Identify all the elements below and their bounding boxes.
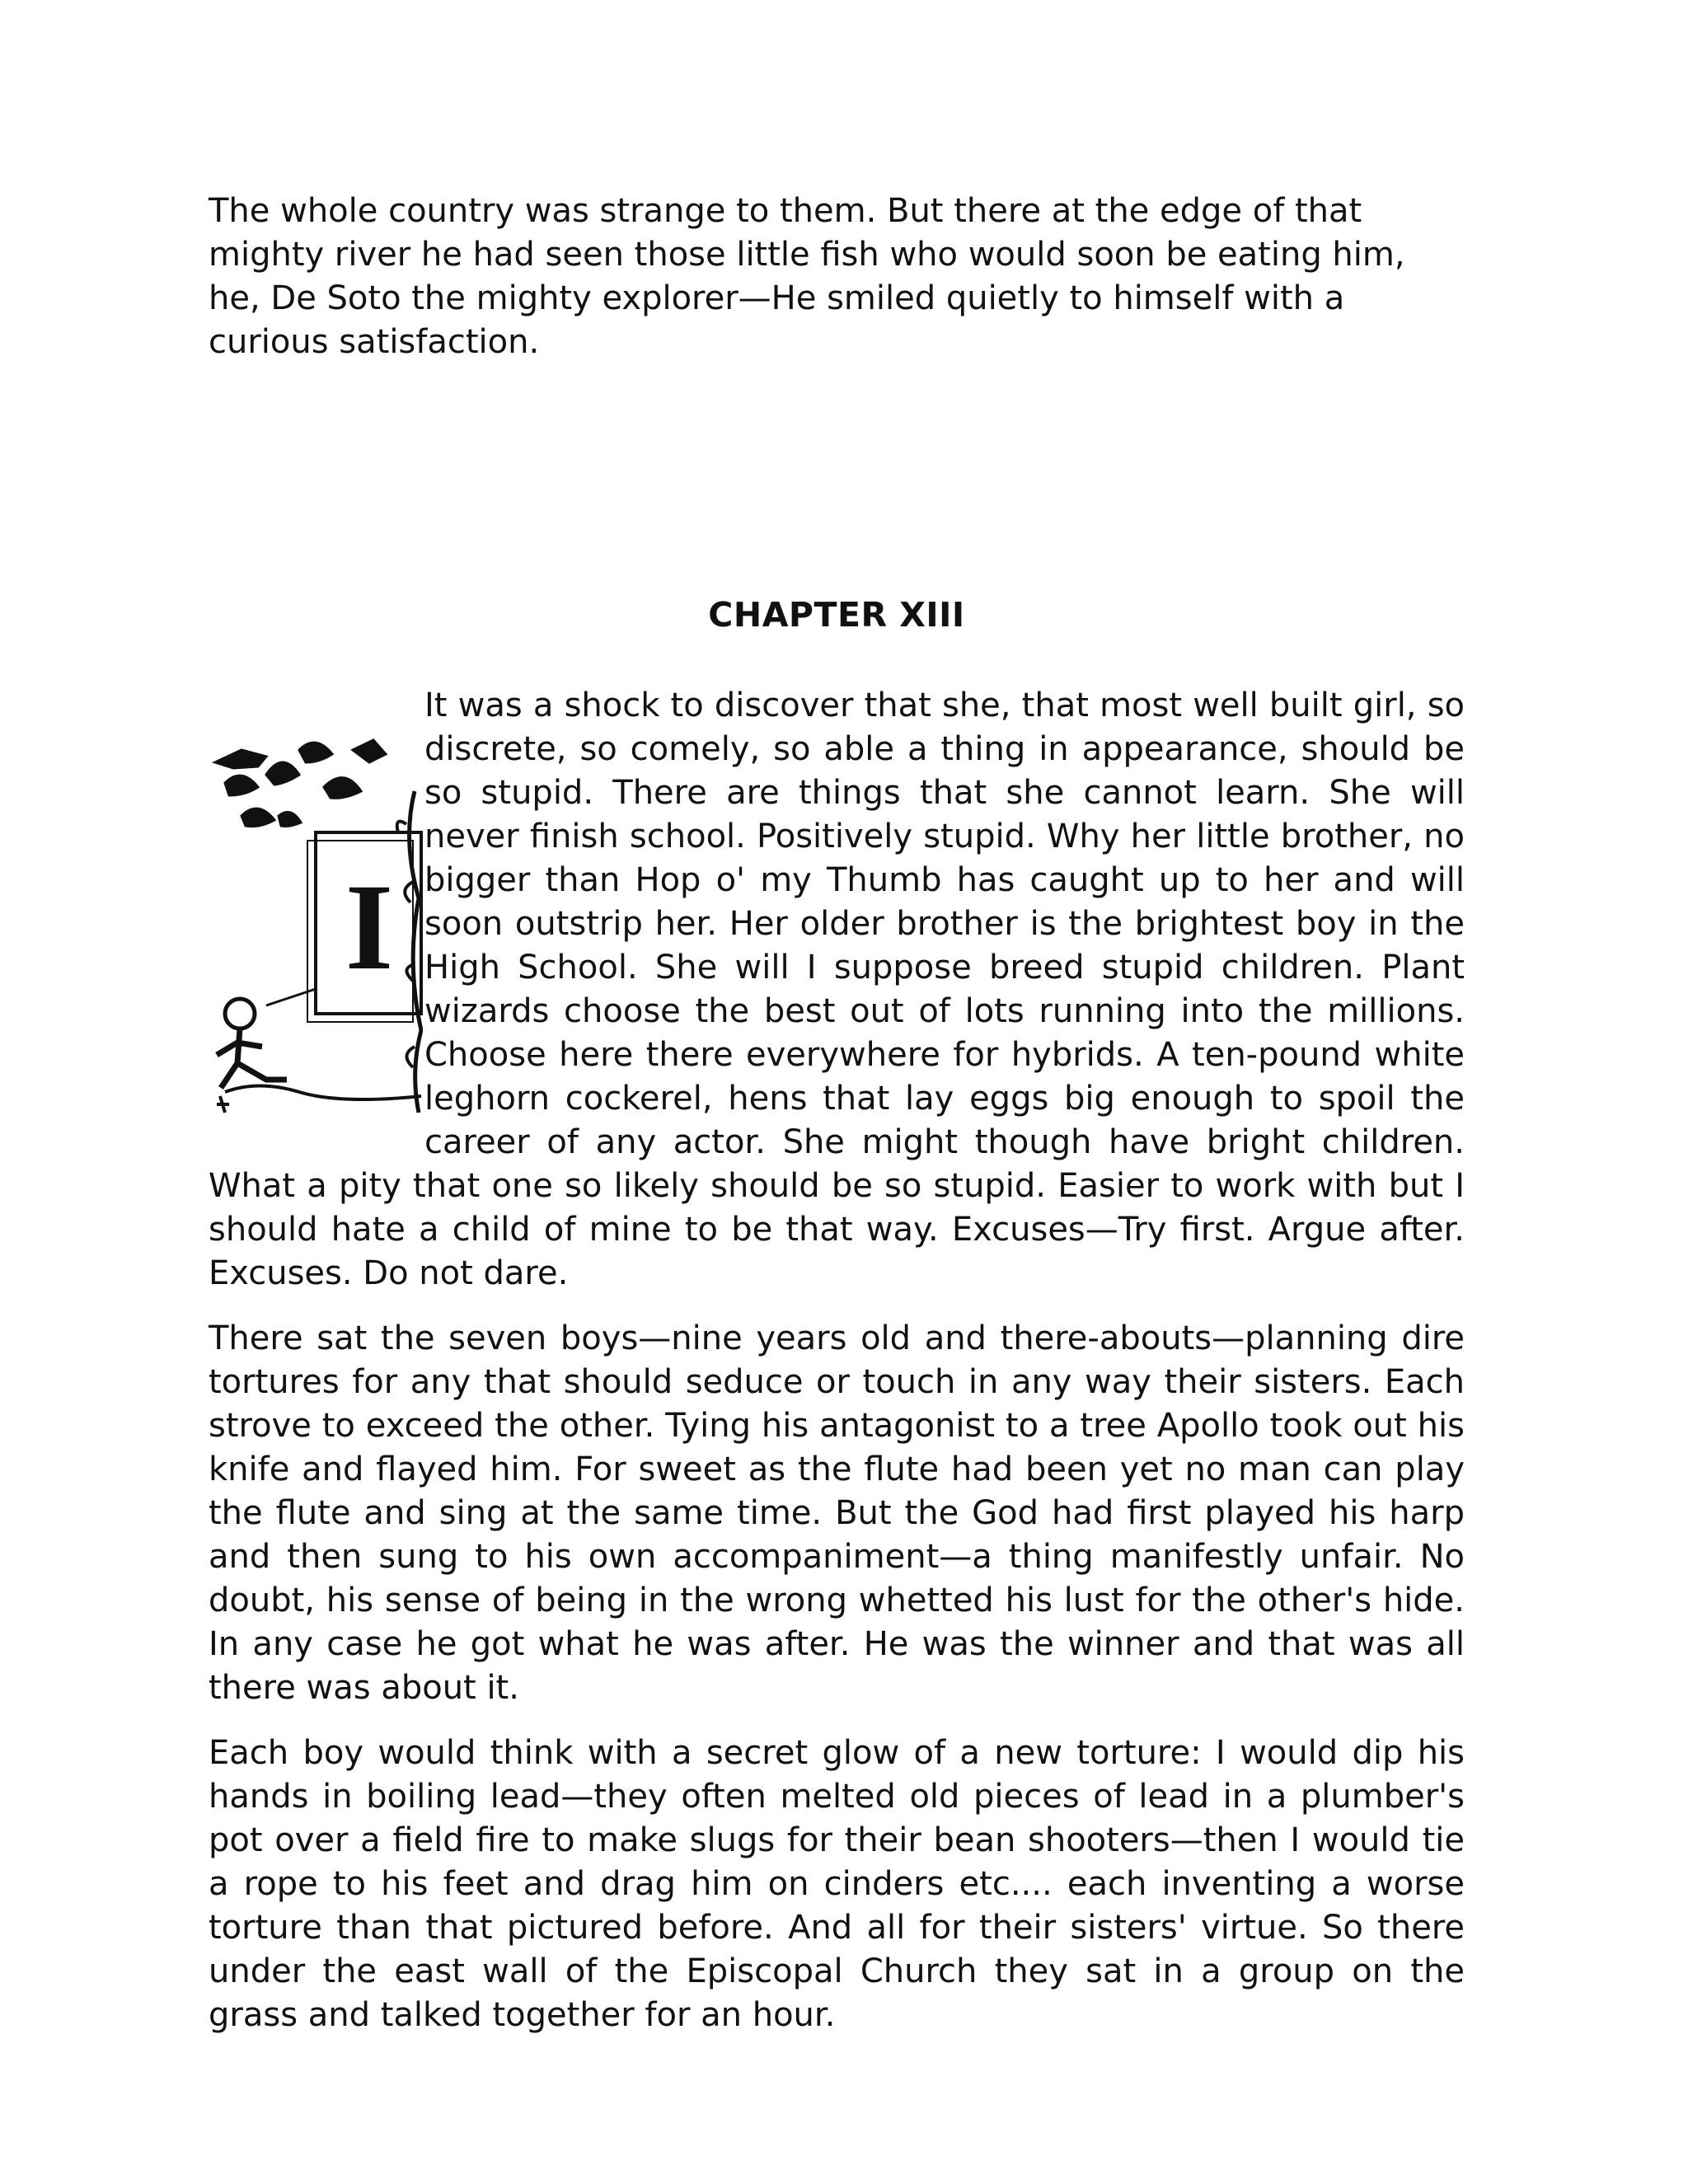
paragraph-intro: The whole country was strange to them. But there at the edge of that mighty river he had seen those little fish who would soon be eating him, he, De Soto the mighty explorer—He smiled quietly to himself with a curious satisfaction.: [209, 192, 1405, 361]
paragraph-chapter-1: It was a shock to discover that she, that most well built girl, so discrete, so comely, so able a thing in appearance, should be so stupid. There are things that she cannot learn. She will never finish school. Positively stupid. Why her little brother, no bigger than Hop o' my Thumb has caught up to her and will soon outstrip her. Her older brother is the brightest boy in the High School. She will I suppose breed stupid children. Plant wizards choose the best out of lots running into the millions. Choose here there everywhere for hybrids. A ten-pound white leghorn cockerel, hens that lay eggs big enough to spoil the career of any actor. She might though have bright children. What a pity that one so likely should be so stupid. Easier to work with but I should hate a child of mine to be that way. Excuses—Try first. Argue after. Excuses. Do not dare.: [209, 687, 1465, 1292]
chapter-title: CHAPTER XIII: [708, 595, 965, 635]
initial-letter: I: [345, 859, 394, 996]
paragraph-chapter-2: There sat the seven boys—nine years old and there-abouts—planning dire tortures for any that should seduce or touch in any way their sisters. Each strove to exceed the other. Tying his antagonist to a tree Apollo took out his knife and flayed him. For sweet as the flute had been yet no man can play the flute and sing at the same time. But the God had first played his harp and then sung to his own accompaniment—a thing manifestly unfair. No doubt, his sense of being in the wrong whetted his lust for the other's hide. In any case he got what he was after. He was the winner and that was all there was about it.: [209, 1319, 1465, 1707]
document-page: [209, 190, 1465, 2037]
paragraph-chapter-3: Each boy would think with a secret glow of a new torture: I would dip his hands in boiling lead—they often melted old pieces of lead in a plumber's pot over a field fire to make slugs for their bean shooters—then I would tie a rope to his feet and drag him on cinders etc.... each inventing a worse torture than that pictured before. And all for their sisters' virtue. So there under the east wall of the Episcopal Church they sat in a group on the grass and talked together for an hour.: [209, 1734, 1465, 2034]
decorated-initial-ornament-icon: [209, 717, 423, 1121]
